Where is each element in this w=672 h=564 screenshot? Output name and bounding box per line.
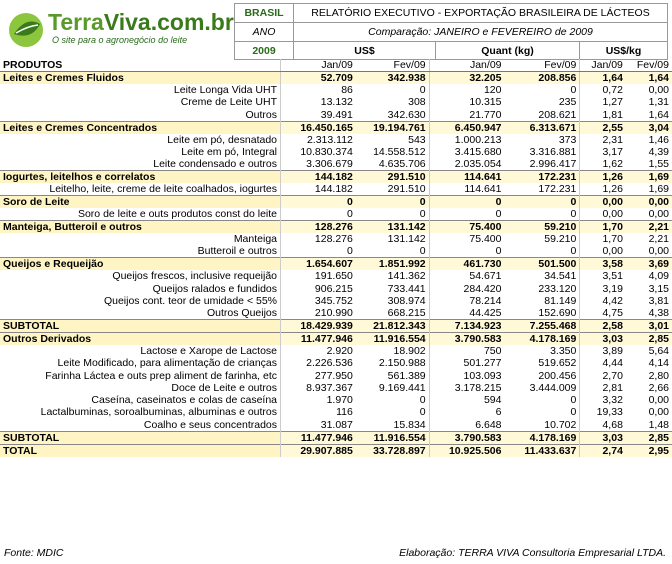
cell-us-jan: 0 bbox=[281, 208, 356, 221]
cell-us-jan: 0 bbox=[281, 245, 356, 258]
cell-us-jan: 345.752 bbox=[281, 295, 356, 307]
cell-usk-jan: 0,00 bbox=[580, 208, 626, 221]
cell-usk-jan: 1,64 bbox=[580, 72, 626, 85]
cell-us-jan: 1.970 bbox=[281, 394, 356, 406]
column-header-usk-jan: Jan/09 bbox=[580, 59, 626, 72]
row-label: Manteiga bbox=[233, 233, 278, 246]
cell-us-feb: 0 bbox=[356, 84, 429, 96]
table-row bbox=[0, 283, 672, 295]
cell-usk-feb: 2,21 bbox=[626, 221, 672, 234]
cell-us-jan: 16.450.165 bbox=[281, 121, 356, 134]
cell-qty-feb: 4.178.169 bbox=[505, 431, 580, 444]
cell-usk-jan: 1,26 bbox=[580, 183, 626, 196]
cell-qty-jan: 114.641 bbox=[429, 183, 504, 196]
cell-qty-jan: 501.277 bbox=[429, 357, 504, 369]
cell-us-jan: 13.132 bbox=[281, 96, 356, 108]
logo-word-viva: Viva.com.br bbox=[103, 9, 234, 35]
cell-qty-feb: 7.255.468 bbox=[505, 320, 580, 333]
cell-us-jan: 52.709 bbox=[281, 72, 356, 85]
row-label: Queijos ralados e fundidos bbox=[152, 282, 278, 295]
cell-usk-jan: 1,62 bbox=[580, 158, 626, 171]
cell-usk-feb: 1,64 bbox=[626, 72, 672, 85]
cell-qty-jan: 10.925.506 bbox=[429, 444, 504, 457]
cell-us-feb: 291.510 bbox=[356, 171, 429, 184]
table-row bbox=[0, 233, 672, 245]
table-row bbox=[0, 158, 672, 171]
leaf-globe-icon bbox=[6, 10, 46, 50]
cell-qty-jan: 114.641 bbox=[429, 171, 504, 184]
cell-us-feb: 291.510 bbox=[356, 183, 429, 196]
cell-us-feb: 131.142 bbox=[356, 221, 429, 234]
cell-usk-feb: 3,15 bbox=[626, 283, 672, 295]
cell-usk-feb: 2,80 bbox=[626, 370, 672, 382]
cell-qty-jan: 750 bbox=[429, 345, 504, 357]
cell-qty-feb: 3.350 bbox=[505, 345, 580, 357]
row-label: Leite em pó, desnatado bbox=[167, 133, 278, 146]
cell-us-jan: 8.937.367 bbox=[281, 382, 356, 394]
cell-us-jan: 2.920 bbox=[281, 345, 356, 357]
column-header-us-jan: Jan/09 bbox=[281, 59, 356, 72]
cell-usk-jan: 3,19 bbox=[580, 283, 626, 295]
cell-usk-jan: 1,70 bbox=[580, 221, 626, 234]
cell-qty-feb: 10.702 bbox=[505, 419, 580, 432]
cell-qty-feb: 208.856 bbox=[505, 72, 580, 85]
cell-usk-jan: 3,51 bbox=[580, 270, 626, 282]
table-row bbox=[0, 134, 672, 146]
row-label: Leites e Cremes Concentrados bbox=[0, 121, 281, 134]
row-label: Lactose e Xarope de Lactose bbox=[140, 345, 278, 358]
cell-us-feb: 2.150.988 bbox=[356, 357, 429, 369]
cell-us-feb: 668.215 bbox=[356, 307, 429, 320]
cell-qty-jan: 44.425 bbox=[429, 307, 504, 320]
cell-qty-jan: 75.400 bbox=[429, 221, 504, 234]
cell-usk-jan: 2,31 bbox=[580, 134, 626, 146]
category-row bbox=[0, 121, 672, 134]
table-row bbox=[0, 406, 672, 418]
cell-qty-feb: 519.652 bbox=[505, 357, 580, 369]
cell-qty-feb: 0 bbox=[505, 245, 580, 258]
cell-qty-feb: 501.500 bbox=[505, 258, 580, 271]
row-label: Lactalbuminas, soroalbuminas, albuminas e outros bbox=[40, 406, 278, 419]
cell-qty-feb: 172.231 bbox=[505, 183, 580, 196]
cell-qty-feb: 59.210 bbox=[505, 221, 580, 234]
table-row bbox=[0, 208, 672, 221]
cell-usk-jan: 2,74 bbox=[580, 444, 626, 457]
cell-usk-feb: 3,69 bbox=[626, 258, 672, 271]
cell-usk-feb: 4,14 bbox=[626, 357, 672, 369]
cell-qty-jan: 78.214 bbox=[429, 295, 504, 307]
cell-usk-jan: 4,75 bbox=[580, 307, 626, 320]
column-header-qty-jan: Jan/09 bbox=[429, 59, 504, 72]
cell-usk-feb: 0,00 bbox=[626, 196, 672, 209]
cell-qty-feb: 34.541 bbox=[505, 270, 580, 282]
cell-us-feb: 308.974 bbox=[356, 295, 429, 307]
row-label: Soro de leite e outs produtos const do leite bbox=[77, 208, 278, 220]
cell-qty-jan: 461.730 bbox=[429, 258, 504, 271]
cell-usk-jan: 1,26 bbox=[580, 171, 626, 184]
row-label: Leite condensado e outros bbox=[153, 158, 278, 170]
cell-qty-jan: 3.178.215 bbox=[429, 382, 504, 394]
cell-us-feb: 11.916.554 bbox=[356, 431, 429, 444]
row-label: Doce de Leite e outros bbox=[171, 381, 278, 394]
cell-us-feb: 131.142 bbox=[356, 233, 429, 245]
cell-us-jan: 18.429.939 bbox=[281, 320, 356, 333]
column-header-us-feb: Fev/09 bbox=[356, 59, 429, 72]
cell-us-feb: 0 bbox=[356, 394, 429, 406]
row-label: Queijos frescos, inclusive requeijão bbox=[112, 270, 278, 283]
cell-us-feb: 21.812.343 bbox=[356, 320, 429, 333]
source-note: Fonte: MDIC bbox=[4, 547, 64, 559]
terraviva-logo[interactable] bbox=[4, 4, 234, 54]
cell-us-jan: 29.907.885 bbox=[281, 444, 356, 457]
cell-usk-jan: 4,42 bbox=[580, 295, 626, 307]
comparison-subtitle: Comparação: JANEIRO e FEVEREIRO de 2009 bbox=[294, 22, 668, 41]
row-label: Farinha Láctea e outs prep aliment de farinha, etc bbox=[45, 369, 278, 382]
cell-us-feb: 33.728.897 bbox=[356, 444, 429, 457]
cell-us-jan: 11.477.946 bbox=[281, 431, 356, 444]
cell-usk-feb: 2,95 bbox=[626, 444, 672, 457]
cell-usk-jan: 0,00 bbox=[580, 196, 626, 209]
cell-qty-jan: 3.790.583 bbox=[429, 333, 504, 346]
cell-us-feb: 0 bbox=[356, 245, 429, 258]
cell-qty-feb: 11.433.637 bbox=[505, 444, 580, 457]
cell-usk-feb: 4,09 bbox=[626, 270, 672, 282]
row-label: Leite em pó, Integral bbox=[181, 145, 278, 158]
group-header-quantity: Quant (kg) bbox=[436, 41, 580, 60]
cell-qty-jan: 120 bbox=[429, 84, 504, 96]
cell-qty-feb: 3.444.009 bbox=[505, 382, 580, 394]
cell-qty-feb: 200.456 bbox=[505, 370, 580, 382]
cell-usk-feb: 1,48 bbox=[626, 419, 672, 432]
cell-us-feb: 18.902 bbox=[356, 345, 429, 357]
cell-usk-feb: 3,81 bbox=[626, 295, 672, 307]
logo-wordmark bbox=[48, 10, 234, 34]
year-label: ANO bbox=[234, 22, 294, 41]
cell-us-feb: 342.938 bbox=[356, 72, 429, 85]
category-row bbox=[0, 196, 672, 209]
cell-qty-jan: 6.450.947 bbox=[429, 121, 504, 134]
total-row bbox=[0, 320, 672, 333]
cell-usk-feb: 1,46 bbox=[626, 134, 672, 146]
cell-usk-jan: 3,03 bbox=[580, 333, 626, 346]
cell-us-feb: 9.169.441 bbox=[356, 382, 429, 394]
category-row bbox=[0, 221, 672, 234]
row-label: Coalho e seus concentrados bbox=[143, 418, 278, 431]
cell-us-feb: 11.916.554 bbox=[356, 333, 429, 346]
cell-qty-jan: 594 bbox=[429, 394, 504, 406]
group-header-us-per-kg: US$/kg bbox=[580, 41, 668, 60]
cell-qty-jan: 75.400 bbox=[429, 233, 504, 245]
cell-usk-jan: 3,32 bbox=[580, 394, 626, 406]
row-label: SUBTOTAL bbox=[0, 320, 281, 333]
cell-qty-jan: 21.770 bbox=[429, 109, 504, 122]
cell-usk-jan: 1,70 bbox=[580, 233, 626, 245]
cell-qty-jan: 3.415.680 bbox=[429, 146, 504, 158]
cell-qty-feb: 235 bbox=[505, 96, 580, 108]
cell-us-jan: 2.313.112 bbox=[281, 134, 356, 146]
cell-qty-jan: 6.648 bbox=[429, 419, 504, 432]
country-label: BRASIL bbox=[234, 3, 294, 22]
cell-qty-feb: 3.316.881 bbox=[505, 146, 580, 158]
table-row bbox=[0, 357, 672, 369]
cell-qty-jan: 6 bbox=[429, 406, 504, 418]
cell-us-jan: 116 bbox=[281, 406, 356, 418]
cell-qty-jan: 1.000.213 bbox=[429, 134, 504, 146]
cell-us-feb: 543 bbox=[356, 134, 429, 146]
cell-qty-feb: 0 bbox=[505, 394, 580, 406]
cell-qty-feb: 59.210 bbox=[505, 233, 580, 245]
cell-usk-jan: 19,33 bbox=[580, 406, 626, 418]
cell-qty-feb: 6.313.671 bbox=[505, 121, 580, 134]
cell-us-jan: 144.182 bbox=[281, 183, 356, 196]
row-label: Creme de Leite UHT bbox=[180, 96, 278, 109]
cell-qty-jan: 0 bbox=[429, 208, 504, 221]
row-label: Leitelho, leite, creme de leite coalhados, iogurtes bbox=[49, 183, 278, 195]
cell-us-feb: 19.194.761 bbox=[356, 121, 429, 134]
table-row bbox=[0, 109, 672, 122]
year-value: 2009 bbox=[234, 41, 294, 60]
cell-usk-feb: 1,55 bbox=[626, 158, 672, 171]
column-header-products: PRODUTOS bbox=[0, 59, 281, 72]
cell-us-jan: 86 bbox=[281, 84, 356, 96]
cell-usk-feb: 5,64 bbox=[626, 345, 672, 357]
cell-us-feb: 0 bbox=[356, 406, 429, 418]
cell-usk-jan: 3,89 bbox=[580, 345, 626, 357]
cell-qty-feb: 0 bbox=[505, 208, 580, 221]
column-header-qty-feb: Fev/09 bbox=[505, 59, 580, 72]
cell-qty-jan: 2.035.054 bbox=[429, 158, 504, 171]
table-row bbox=[0, 84, 672, 96]
cell-us-jan: 191.650 bbox=[281, 270, 356, 282]
cell-qty-feb: 4.178.169 bbox=[505, 333, 580, 346]
cell-us-feb: 0 bbox=[356, 196, 429, 209]
cell-usk-jan: 3,58 bbox=[580, 258, 626, 271]
cell-us-jan: 906.215 bbox=[281, 283, 356, 295]
cell-us-jan: 31.087 bbox=[281, 419, 356, 432]
row-label: Iogurtes, leitelhos e correlatos bbox=[0, 171, 281, 184]
table-body bbox=[0, 59, 672, 457]
table-row bbox=[0, 307, 672, 320]
cell-usk-jan: 3,03 bbox=[580, 431, 626, 444]
row-label: TOTAL bbox=[0, 444, 281, 457]
cell-qty-feb: 373 bbox=[505, 134, 580, 146]
table-row bbox=[0, 419, 672, 432]
cell-usk-jan: 2,58 bbox=[580, 320, 626, 333]
cell-qty-feb: 208.621 bbox=[505, 109, 580, 122]
cell-qty-jan: 7.134.923 bbox=[429, 320, 504, 333]
row-label: Queijos e Requeijão bbox=[0, 258, 281, 271]
cell-usk-feb: 0,00 bbox=[626, 394, 672, 406]
report-footer bbox=[0, 546, 672, 562]
cell-us-jan: 10.830.374 bbox=[281, 146, 356, 158]
cell-qty-feb: 0 bbox=[505, 406, 580, 418]
cell-usk-feb: 1,69 bbox=[626, 171, 672, 184]
cell-usk-feb: 2,85 bbox=[626, 333, 672, 346]
cell-usk-jan: 2,70 bbox=[580, 370, 626, 382]
cell-us-feb: 561.389 bbox=[356, 370, 429, 382]
cell-usk-jan: 1,81 bbox=[580, 109, 626, 122]
cell-qty-feb: 0 bbox=[505, 84, 580, 96]
cell-qty-feb: 233.120 bbox=[505, 283, 580, 295]
cell-qty-feb: 172.231 bbox=[505, 171, 580, 184]
cell-usk-feb: 0,00 bbox=[626, 406, 672, 418]
cell-us-jan: 144.182 bbox=[281, 171, 356, 184]
cell-usk-feb: 2,66 bbox=[626, 382, 672, 394]
cell-us-feb: 15.834 bbox=[356, 419, 429, 432]
cell-usk-feb: 0,00 bbox=[626, 245, 672, 258]
column-header-usk-feb: Fev/09 bbox=[626, 59, 672, 72]
cell-us-feb: 308 bbox=[356, 96, 429, 108]
cell-usk-feb: 0,00 bbox=[626, 84, 672, 96]
logo-tagline: O site para o agronegócio do leite bbox=[52, 35, 188, 45]
cell-usk-feb: 1,31 bbox=[626, 96, 672, 108]
cell-qty-feb: 2.996.417 bbox=[505, 158, 580, 171]
cell-us-feb: 1.851.992 bbox=[356, 258, 429, 271]
category-row bbox=[0, 258, 672, 271]
cell-qty-feb: 0 bbox=[505, 196, 580, 209]
cell-us-jan: 2.226.536 bbox=[281, 357, 356, 369]
total-row bbox=[0, 431, 672, 444]
table-row bbox=[0, 270, 672, 282]
cell-qty-jan: 32.205 bbox=[429, 72, 504, 85]
cell-us-jan: 1.654.607 bbox=[281, 258, 356, 271]
category-row bbox=[0, 171, 672, 184]
cell-us-feb: 733.441 bbox=[356, 283, 429, 295]
row-label: Outros bbox=[245, 108, 278, 121]
cell-usk-jan: 4,44 bbox=[580, 357, 626, 369]
cell-usk-jan: 1,27 bbox=[580, 96, 626, 108]
table-row bbox=[0, 394, 672, 406]
row-label: Outros Queijos bbox=[206, 307, 278, 319]
logo-word-terra: Terra bbox=[48, 9, 104, 35]
table-row bbox=[0, 345, 672, 357]
export-table bbox=[0, 59, 672, 457]
cell-us-feb: 4.635.706 bbox=[356, 158, 429, 171]
cell-us-jan: 277.950 bbox=[281, 370, 356, 382]
cell-us-jan: 3.306.679 bbox=[281, 158, 356, 171]
cell-usk-feb: 4,39 bbox=[626, 146, 672, 158]
cell-us-feb: 342.630 bbox=[356, 109, 429, 122]
cell-usk-feb: 1,69 bbox=[626, 183, 672, 196]
row-label: Leite Longa Vida UHT bbox=[173, 84, 278, 97]
cell-us-jan: 128.276 bbox=[281, 221, 356, 234]
report-header bbox=[0, 0, 672, 59]
cell-usk-jan: 0,00 bbox=[580, 245, 626, 258]
table-row bbox=[0, 245, 672, 258]
cell-usk-feb: 3,01 bbox=[626, 320, 672, 333]
table-row bbox=[0, 370, 672, 382]
table-row bbox=[0, 146, 672, 158]
cell-us-jan: 39.491 bbox=[281, 109, 356, 122]
cell-usk-feb: 4,38 bbox=[626, 307, 672, 320]
table-row bbox=[0, 295, 672, 307]
cell-usk-jan: 2,81 bbox=[580, 382, 626, 394]
cell-us-feb: 141.362 bbox=[356, 270, 429, 282]
column-header-row bbox=[0, 59, 672, 72]
cell-usk-feb: 3,04 bbox=[626, 121, 672, 134]
row-label: Soro de Leite bbox=[0, 196, 281, 209]
cell-qty-jan: 103.093 bbox=[429, 370, 504, 382]
cell-usk-feb: 2,85 bbox=[626, 431, 672, 444]
row-label: Queijos cont. teor de umidade < 55% bbox=[103, 294, 278, 307]
row-label: Manteiga, Butteroil e outros bbox=[0, 221, 281, 234]
cell-qty-jan: 0 bbox=[429, 245, 504, 258]
row-label: Butteroil e outros bbox=[197, 245, 278, 258]
cell-qty-feb: 81.149 bbox=[505, 295, 580, 307]
cell-us-jan: 128.276 bbox=[281, 233, 356, 245]
cell-usk-feb: 2,21 bbox=[626, 233, 672, 245]
table-row bbox=[0, 382, 672, 394]
table-row bbox=[0, 96, 672, 108]
cell-usk-feb: 0,00 bbox=[626, 208, 672, 221]
cell-qty-feb: 152.690 bbox=[505, 307, 580, 320]
table-row bbox=[0, 183, 672, 196]
cell-us-jan: 0 bbox=[281, 196, 356, 209]
cell-us-jan: 11.477.946 bbox=[281, 333, 356, 346]
row-label: SUBTOTAL bbox=[0, 431, 281, 444]
cell-usk-jan: 3,17 bbox=[580, 146, 626, 158]
cell-qty-jan: 284.420 bbox=[429, 283, 504, 295]
cell-qty-jan: 54.671 bbox=[429, 270, 504, 282]
row-label: Leites e Cremes Fluidos bbox=[0, 72, 281, 85]
cell-us-feb: 0 bbox=[356, 208, 429, 221]
row-label: Caseína, caseinatos e colas de caseína bbox=[91, 394, 278, 407]
group-header-us: US$ bbox=[294, 41, 436, 60]
row-label: Outros Derivados bbox=[0, 333, 281, 346]
total-row bbox=[0, 444, 672, 457]
category-row bbox=[0, 72, 672, 85]
elaboration-note: Elaboração: TERRA VIVA Consultoria Empresarial LTDA. bbox=[399, 547, 666, 559]
cell-qty-jan: 3.790.583 bbox=[429, 431, 504, 444]
cell-qty-jan: 0 bbox=[429, 196, 504, 209]
cell-usk-feb: 1,64 bbox=[626, 109, 672, 122]
report-title: RELATÓRIO EXECUTIVO - EXPORTAÇÃO BRASILEIRA DE LÁCTEOS bbox=[294, 3, 668, 22]
cell-us-jan: 210.990 bbox=[281, 307, 356, 320]
row-label: Leite Modificado, para alimentação de crianças bbox=[57, 357, 278, 370]
category-row bbox=[0, 333, 672, 346]
cell-usk-jan: 2,55 bbox=[580, 121, 626, 134]
cell-usk-jan: 4,68 bbox=[580, 419, 626, 432]
cell-qty-jan: 10.315 bbox=[429, 96, 504, 108]
cell-usk-jan: 0,72 bbox=[580, 84, 626, 96]
cell-us-feb: 14.558.512 bbox=[356, 146, 429, 158]
